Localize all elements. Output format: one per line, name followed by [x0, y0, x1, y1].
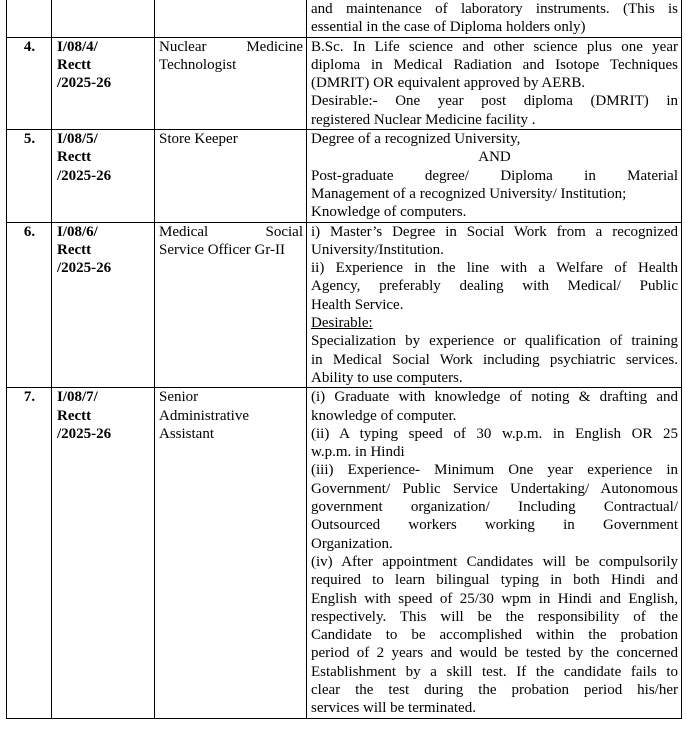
qual-line: in Medical Social Work including psychiatric services. [311, 351, 678, 368]
post-line: Technologist [159, 56, 237, 73]
qual-line: ii) Experience in the line with a Welfare of Health [311, 260, 678, 277]
qualification-table [6, 0, 682, 719]
qual-line: Degree of a recognized University, [311, 131, 521, 148]
qual-line: essential in the case of Diploma holders only) [311, 19, 586, 36]
post-word: Medical [159, 223, 209, 240]
advertisement-number [52, 130, 155, 222]
qual-line: required to learn bilingual typing in both Hindi and [311, 572, 678, 589]
adv-line: /2025-26 [57, 425, 112, 442]
qual-line: B.Sc. In Life science and other science plus one year [311, 38, 678, 55]
qual-line: (iv) After appointment Candidates will be compulsorily [311, 553, 678, 570]
serial-number: 5. [7, 130, 52, 222]
table-row [7, 388, 682, 718]
qual-line: (DMRIT) OR equivalent approved by AERB. [311, 75, 586, 92]
qual-line: diploma in Medical Radiation and Isotope Techniques [311, 56, 678, 73]
post-name [155, 388, 307, 718]
qual-line: w.p.m. in Hindi [311, 444, 405, 461]
adv-line: Rectt [57, 56, 92, 73]
table-row [7, 222, 682, 388]
qual-line: period of 2 years and would be tested by the concerned [311, 645, 678, 662]
qual-line: government organization/ Including Contractual/ [311, 499, 678, 516]
post-cell [155, 0, 307, 37]
qual-line: Government/ Public Service Undertaking/ Autonomous [311, 480, 678, 497]
adv-line: /2025-26 [57, 260, 112, 277]
qual-line: (ii) A typing speed of 30 w.p.m. in English OR 25 [311, 425, 678, 442]
adv-line: Rectt [57, 241, 92, 258]
serial-number: 4. [7, 37, 52, 129]
serial-number: 6. [7, 222, 52, 388]
qual-line: Candidate to be accomplished within the probation [311, 627, 678, 644]
post-line: Senior [159, 389, 199, 406]
qual-line: Desirable:- One year post diploma (DMRIT) in [311, 93, 678, 110]
qual-line: and maintenance of laboratory instruments. (This is [311, 1, 678, 17]
table-row [7, 37, 682, 129]
qual-line: Management of a recognized University/ Institution; [311, 185, 627, 202]
adv-line: I/08/4/ [57, 38, 98, 55]
qual-line: (i) Graduate with knowledge of noting & drafting and [311, 389, 678, 406]
post-name [155, 222, 307, 388]
adv-line: Rectt [57, 149, 92, 166]
desirable-heading: Desirable: [311, 315, 373, 332]
post-line: Administrative [159, 407, 249, 424]
qual-line: AND [478, 149, 511, 166]
post-line: Assistant [159, 425, 215, 442]
advertisement-number [52, 222, 155, 388]
table-row-continuation [7, 0, 682, 37]
adv-line: I/08/5/ [57, 131, 98, 148]
qualification-cell [307, 0, 682, 37]
qual-line: Organization. [311, 535, 393, 552]
adv-line: /2025-26 [57, 167, 112, 184]
qual-line: University/Institution. [311, 241, 444, 258]
qual-line: Ability to use computers. [311, 369, 463, 386]
serial-number: 7. [7, 388, 52, 718]
qualification-cell [307, 388, 682, 718]
adv-line: I/08/6/ [57, 223, 98, 240]
qual-line: i) Master’s Degree in Social Work from a recognized [311, 223, 678, 240]
qualification-cell [307, 37, 682, 129]
qual-line: Health Service. [311, 296, 404, 313]
qual-line: clear the test during the probation period his/her [311, 681, 678, 698]
qual-line: (iii) Experience- Minimum One year experience in [311, 462, 678, 479]
post-line: Store Keeper [159, 131, 238, 148]
sn-cell [7, 0, 52, 37]
qual-line: services will be terminated. [311, 700, 476, 717]
post-word: Medicine [246, 38, 303, 55]
qual-line: registered Nuclear Medicine facility . [311, 111, 536, 128]
advertisement-number [52, 388, 155, 718]
post-line: Service Officer Gr-II [159, 241, 286, 258]
adv-cell [52, 0, 155, 37]
qual-line: Specialization by experience or qualification of training [311, 333, 678, 350]
qual-line: Agency, preferably dealing with Medical/ Public [311, 278, 678, 295]
qual-line: respectively. This will be the responsibility of the [311, 608, 678, 625]
post-name [155, 130, 307, 222]
advertisement-number [52, 37, 155, 129]
post-word: Nuclear [159, 38, 207, 55]
adv-line: /2025-26 [57, 75, 112, 92]
qual-line: Knowledge of computers. [311, 204, 467, 221]
qualification-cell [307, 222, 682, 388]
post-word: Social [265, 223, 303, 240]
table-row [7, 130, 682, 222]
qual-line: Establishment by a skill test. If the candidate fails to [311, 663, 678, 680]
adv-line: Rectt [57, 407, 92, 424]
recruitment-table-page [6, 0, 681, 719]
post-name [155, 37, 307, 129]
qualification-cell [307, 130, 682, 222]
qual-line: Outsourced workers working in Government [311, 517, 678, 534]
adv-line: I/08/7/ [57, 389, 98, 406]
qual-line: knowledge of computer. [311, 407, 457, 424]
qual-line: Post-graduate degree/ Diploma in Material [311, 167, 678, 184]
qual-line: English with speed of 25/30 wpm in Hindi and English, [311, 590, 678, 607]
